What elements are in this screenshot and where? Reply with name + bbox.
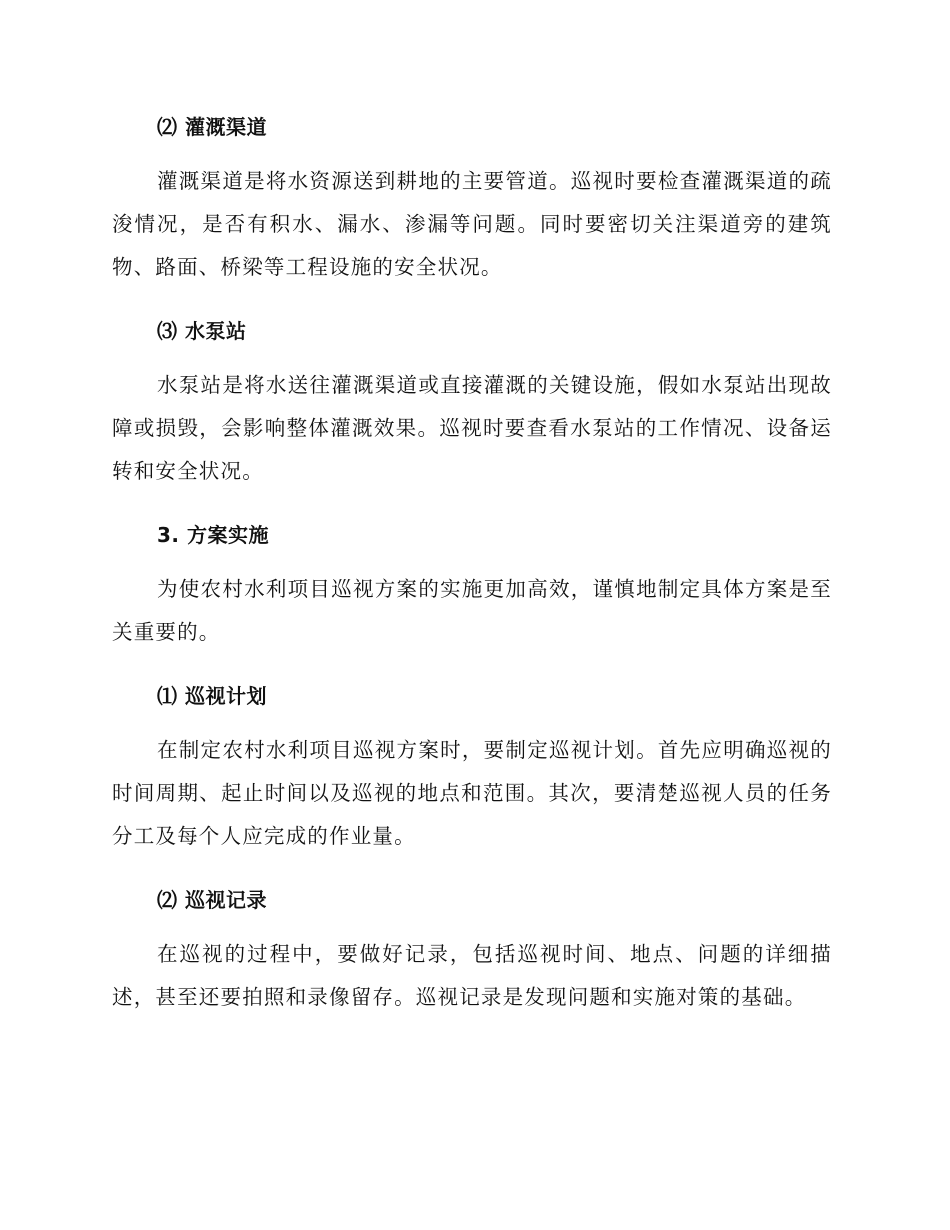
paragraph-inspection-plan: 在制定农村水利项目巡视方案时，要制定巡视计划。首先应明确巡视的时间周期、起止时间以及巡视的地点和范围。其次，要清楚巡视人员的任务分工及每个人应完成的作业量。 [112,738,832,848]
paragraph-irrigation-channels: 灌溉渠道是将水资源送到耕地的主要管道。巡视时要检查灌溉渠道的疏浚情况，是否有积水、漏水、渗漏等问题。同时要密切关注渠道旁的建筑物、路面、桥梁等工程设施的安全状况。 [112,169,832,279]
paragraph-pump-station: 水泵站是将水送往灌溉渠道或直接灌溉的关键设施，假如水泵站出现故障或损毁，会影响整体灌溉效果。巡视时要查看水泵站的工作情况、设备运转和安全状况。 [112,373,832,483]
section-heading-pump-station: ⑶ 水泵站 [157,319,247,343]
section-heading-inspection-records: ⑵ 巡视记录 [157,888,267,912]
paragraph-inspection-records: 在巡视的过程中，要做好记录，包括巡视时间、地点、问题的详细描述，甚至还要拍照和录像留存。巡视记录是发现问题和实施对策的基础。 [112,942,832,1009]
document-body [112,107,832,1041]
paragraph-plan-implementation: 为使农村水利项目巡视方案的实施更加高效，谨慎地制定具体方案是至关重要的。 [112,577,832,644]
section-heading-plan-implementation: 3. 方案实施 [157,523,269,547]
section-heading-irrigation-channels: ⑵ 灌溉渠道 [157,115,267,139]
section-heading-inspection-plan: ⑴ 巡视计划 [157,684,267,708]
